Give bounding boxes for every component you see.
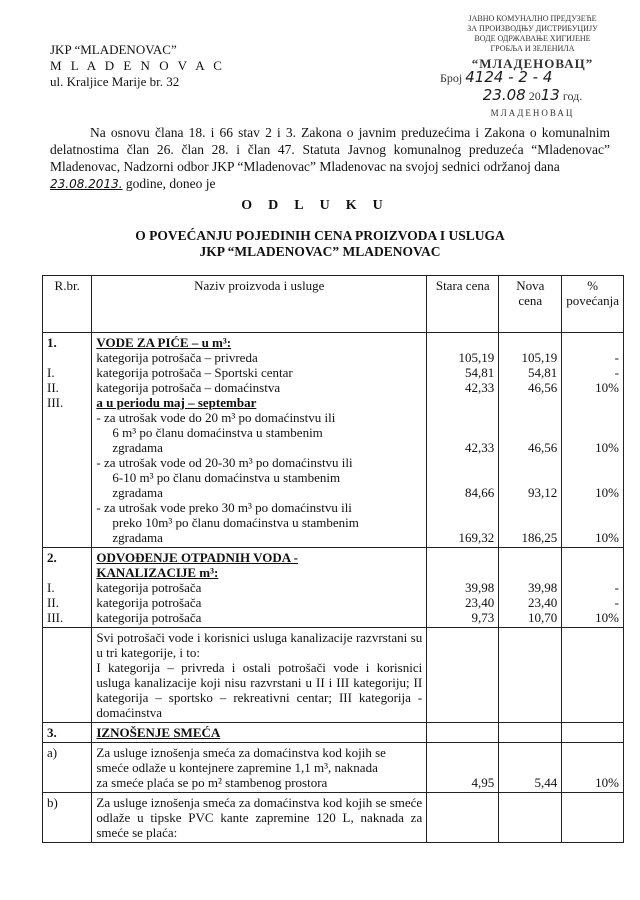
item-line: zgradama (112, 440, 163, 455)
new-price: 93,12 (528, 485, 558, 500)
header-rbr: R.br. (43, 276, 92, 333)
old-price: 42,33 (465, 440, 495, 455)
increase-pct: 10% (595, 380, 619, 395)
header-old-price: Stara cena (427, 276, 499, 333)
table-row (43, 793, 624, 843)
increase-pct: 10% (595, 440, 619, 455)
stamp-line-3: ВОДЕ ОДРЖАВАЊЕ ХИГИЈЕНЕ (474, 34, 591, 43)
stamp-company-name: “МЛАДЕНОВАЦ” (471, 56, 594, 71)
new-price: 23,40 (528, 595, 558, 610)
note-cell-new (499, 628, 562, 723)
stamp-line-2: ЗА ПРОИЗВОДЊУ ДИСТРИБУЦИЈУ (467, 24, 598, 33)
meeting-date: 23.08.2013. (50, 177, 123, 191)
old-price: 39,98 (465, 580, 495, 595)
increase-pct: - (614, 350, 619, 365)
section-3-cell-rbr (43, 723, 92, 743)
header-new-price: Nova cena (499, 276, 562, 333)
increase-pct: - (614, 595, 619, 610)
table-row (43, 333, 624, 548)
stamp-year-suffix: год. (562, 89, 583, 103)
section-1-cell-pct (562, 333, 624, 548)
sender-city: M L A D E N O V A C (50, 58, 225, 73)
registry-stamp (440, 14, 625, 118)
stamp-number-label: Број (440, 71, 463, 85)
old-price: 23,40 (465, 595, 495, 610)
category-note (92, 628, 427, 723)
section-3-cell-new (499, 723, 562, 743)
row-rbr: I. (47, 365, 55, 380)
section-2-title-cont: KANALIZACIJE m³: (96, 565, 219, 580)
section-2-cell-pct (562, 548, 624, 628)
section-3-cell-name (92, 723, 427, 743)
document-title: ODLUKU (241, 198, 399, 213)
period-heading: a u periodu maj – septembar (96, 395, 257, 410)
section-1-number: 1. (47, 335, 57, 350)
subtitle-line-2: JKP “MLADENOVAC” MLADENOVAC (199, 244, 441, 259)
new-price: 5,44 (499, 743, 562, 793)
table-row (43, 723, 624, 743)
table-row (43, 548, 624, 628)
section-3-cell-old (427, 723, 499, 743)
item-line: - za utrošak vode do 20 m³ po domaćinstvu ili (96, 410, 336, 425)
document-subtitle (0, 228, 640, 260)
sender-street: ul. Kraljice Marije br. 32 (50, 74, 180, 89)
row-rbr: I. (47, 580, 55, 595)
section-3-title: IZNOŠENJE SMEĆA (96, 725, 221, 740)
section-3-number: 3. (47, 725, 57, 740)
increase-pct: 10% (595, 610, 619, 625)
price-table (42, 275, 624, 843)
section-2-number: 2. (47, 550, 57, 565)
row-label: kategorija potrošača – domaćinstva (96, 380, 281, 395)
row-label: kategorija potrošača – Sportski centar (96, 365, 293, 380)
list-item (96, 410, 422, 455)
note-paragraph: Svi potrošači vode i korisnici usluga kanalizacije razvrstani su u tri kategorije, i to: (96, 630, 423, 660)
item-line: zgradama (112, 485, 163, 500)
increase-pct: 10% (595, 530, 619, 545)
row-cell-old (427, 793, 499, 843)
row-rbr: a) (43, 743, 92, 793)
section-1-cell-name (92, 333, 427, 548)
stamp-number-row (440, 68, 625, 90)
old-price: 4,95 (427, 743, 499, 793)
row-label: kategorija potrošača – privreda (96, 350, 258, 365)
new-price: 46,56 (528, 380, 558, 395)
note-cell-old (427, 628, 499, 723)
section-1-cell-rbr (43, 333, 92, 548)
stamp-city: МЛАДЕНОВАЦ (490, 108, 575, 118)
row-rbr: II. (47, 595, 59, 610)
section-2-title: ODVOĐENJE OTPADNIH VODA - (96, 550, 298, 565)
stamp-date-value: 23.08 (482, 86, 526, 104)
row-cell-new (499, 793, 562, 843)
old-price: 54,81 (465, 365, 495, 380)
new-price: 10,70 (528, 610, 558, 625)
row-rbr: III. (47, 610, 64, 625)
row-label: kategorija potrošača (96, 610, 202, 625)
note-cell-rbr (43, 628, 92, 723)
old-price: 105,19 (458, 350, 495, 365)
increase-pct: - (614, 365, 619, 380)
list-item (96, 500, 422, 545)
old-price: 9,73 (471, 610, 495, 625)
section-1-cell-old (427, 333, 499, 548)
item-line: zgradama (112, 530, 163, 545)
intro-text: Na osnovu člana 18. i 66 stav 2 i 3. Zakona o javnim preduzećima i Zakona o komunalnim delatnostima član 26. član 28. i član 47. Statuta Javnog komunalnog preduzeća “Mladenovac” Mladenovac, Nadzorni odbor JKP “Mladenovac” Mladenovac na svojoj sednici održanoj dana (50, 125, 610, 174)
increase-pct: 10% (595, 485, 619, 500)
row-label: kategorija potrošača (96, 595, 202, 610)
new-price: 54,81 (528, 365, 558, 380)
increase-pct: - (614, 580, 619, 595)
row-rbr: II. (47, 380, 59, 395)
increase-pct: 10% (562, 743, 624, 793)
section-2-cell-name (92, 548, 427, 628)
stamp-number-value: 4124 - 2 - 4 (465, 68, 553, 86)
new-price: 105,19 (521, 350, 558, 365)
new-price: 186,25 (521, 530, 558, 545)
section-3-cell-pct (562, 723, 624, 743)
row-label: Za usluge iznošenja smeća za domaćinstva kod kojih se smeće odlaže u tipske PVC kante zapremine 120 L, naknada za smeće se plaća: (92, 793, 427, 843)
row-label: Za usluge iznošenja smeća za domaćinstva kod kojih se smeće odlaže u kontejnere zapremine 1,1 m³, naknada za smeće plaća se po m² stambenog prostora (92, 743, 427, 793)
section-2-cell-new (499, 548, 562, 628)
note-paragraph: I kategorija – privreda i ostali potrošači vode i korisnici usluga kanalizacije koji nisu razvrstani u II i III kategoriju; II kategorija – sportsko – rekreativni centar; III kategorija - domaćinstva (96, 660, 423, 720)
row-cell-pct (562, 793, 624, 843)
stamp-date-row (440, 86, 625, 108)
sender-name: JKP “MLADENOVAC” (50, 42, 177, 57)
new-price: 39,98 (528, 580, 558, 595)
stamp-year-prefix: 20 (528, 89, 541, 103)
section-1-title: VODE ZA PIĆE – u m³: (96, 335, 232, 350)
old-price: 169,32 (458, 530, 495, 545)
old-price: 42,33 (465, 380, 495, 395)
row-rbr: III. (47, 395, 64, 410)
stamp-line-4: ГРОБЉА И ЗЕЛЕНИЛА (490, 44, 575, 53)
section-2-cell-old (427, 548, 499, 628)
row-label: kategorija potrošača (96, 580, 202, 595)
item-line: 6 m³ po članu domaćinstva u stambenim (112, 425, 323, 440)
section-1-cell-new (499, 333, 562, 548)
stamp-line-1: ЈАВНО КОМУНАЛНО ПРЕДУЗЕЋЕ (468, 14, 597, 23)
item-line: - za utrošak vode od 20-30 m³ po domaćinstvu ili (96, 455, 353, 470)
section-2-cell-rbr (43, 548, 92, 628)
item-line: preko 10m³ po članu domaćinstva u stambenim (112, 515, 359, 530)
new-price: 46,56 (528, 440, 558, 455)
old-price: 84,66 (465, 485, 495, 500)
item-line: - za utrošak vode preko 30 m³ po domaćinstvu ili (96, 500, 352, 515)
table-row (43, 743, 624, 793)
row-rbr: b) (43, 793, 92, 843)
table-row (43, 628, 624, 723)
header-name: Naziv proizvoda i usluge (92, 276, 427, 333)
stamp-year-value: 13 (540, 86, 560, 104)
list-item (96, 455, 422, 500)
header-increase: % povećanja (562, 276, 624, 333)
item-line: 6-10 m³ po članu domaćinstva u stambenim (112, 470, 341, 485)
note-cell-pct (562, 628, 624, 723)
table-header-row (43, 276, 624, 333)
sender-address (50, 42, 225, 90)
intro-tail: godine, doneo je (125, 176, 216, 191)
subtitle-line-1: O POVEĆANJU POJEDINIH CENA PROIZVODA I USLUGA (135, 228, 505, 243)
intro-paragraph (50, 124, 610, 193)
